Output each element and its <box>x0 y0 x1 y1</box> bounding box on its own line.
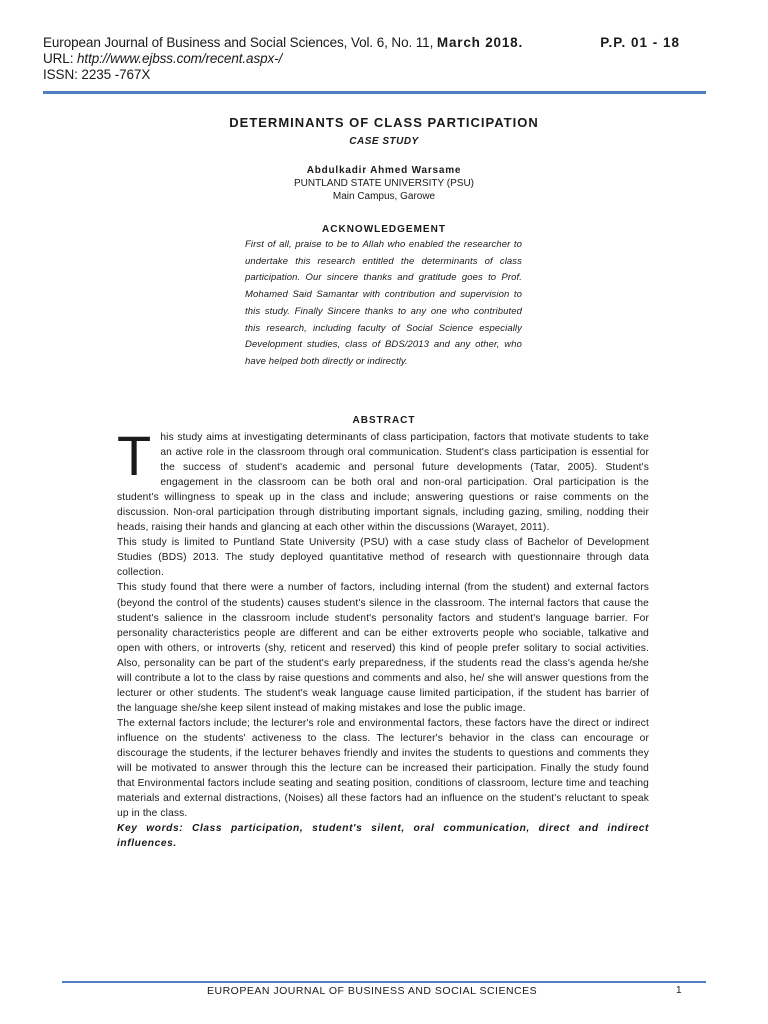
abstract-p3: This study found that there were a number of factors, including internal (from the student) and external factors (beyond the control of the students) causes student's silence in the classroom. The internal factors that cause the student's salience in the classroom include student's personality factors and student's language barrier. For personality characteristics people are different and can be either extroverts people who sociable, talkative and open with others, or introverts (shy, reticent and reserved) this kind of people prefer solitary to social activities. Also, personality can be part of the student's early preparedness, if the students read the class's agenda he/she will contribute a lot to the class by raise questions and comments and also, he/ she will answer questions from the lecturer or other students. The student's weak language cause limited participation, if the student has barrier of the language she/she keep silent instead of making mistakes and lose the public image. <box>117 582 649 714</box>
keywords: Key words: Class participation, student's silent, oral communication, direct and indirect influences. <box>117 823 649 850</box>
drop-cap: T <box>117 424 152 487</box>
journal-issn: ISSN: 2235 -767X <box>43 67 151 82</box>
footer-journal: EUROPEAN JOURNAL OF BUSINESS AND SOCIAL SCIENCES <box>207 985 538 997</box>
acknowledgement-text: First of all, praise to be to Allah who enabled the researcher to undertake this research entitled the determinants of class participation. Our sincere thanks and gratitude goes to Prof. Mohamed Said Samantar with contribution and supervision to this study. Finally Sincere thanks to any one who contributed this research, including faculty of Social Science especially Development studies, class of BDS/2013 and any other, who have helped both directly or indirectly. <box>245 239 522 367</box>
acknowledgement-heading: ACKNOWLEDGEMENT <box>322 224 446 235</box>
issue-date: March 2018. <box>436 35 524 50</box>
author-campus: Main Campus, Garowe <box>332 191 436 202</box>
journal-name: European Journal of Business and Social Sciences, Vol. 6, No. 11, <box>43 35 434 50</box>
paper-title: DETERMINANTS OF CLASS PARTICIPATION <box>229 115 539 130</box>
paper-subtitle: CASE STUDY <box>349 136 419 147</box>
url-label: URL: <box>43 51 74 66</box>
abstract-p1: his study aims at investigating determinants of class participation, factors that motivate students to take an active role in the classroom through oral communication. Student's class participation is essential for the success of student's academic and personal future developments (Tatar, 2005). Student's engagement in the classroom can be both oral and non-oral participation. Oral participation is the student's willingness to speak up in the class and include; answering questions or raise comments on the discussion. Non-oral participation through distributing important signals, including gazing, smiling, nodding their heads, raising their hands and glancing at each other within the discussions (Warayet, 2011). <box>117 432 649 534</box>
abstract-heading: ABSTRACT <box>352 415 416 426</box>
abstract-p2: This study is limited to Puntland State University (PSU) with a case study class of Bachelor of Development Studies (BDS) 2013. The study deployed quantitative method of research with questionnaire through data collection. <box>117 537 649 579</box>
author-name: Abdulkadir Ahmed Warsame <box>306 165 462 176</box>
footer-divider <box>62 981 706 983</box>
abstract-p4: The external factors include; the lecturer's role and environmental factors, these factors have the direct or indirect influence on the students' activeness to the class. The lecturer's behavior in the class can encourage or discourage the students, if the lecturer behaves friendly and invites the students to questions and comments they will be motivated to answer through this the lecture can be increased their participation. Finally the study found that Environmental factors include seating and seating position, conditions of classroom, lecture time and teaching materials and external distractions, (Noises) all these factors had an influence on the student's reluctant to speak up in the class. <box>117 717 649 820</box>
page-number: 1 <box>676 985 682 996</box>
journal-url <box>43 51 708 67</box>
abstract-body <box>117 424 649 851</box>
header-divider <box>43 91 706 94</box>
journal-header <box>43 35 708 83</box>
author-university: PUNTLAND STATE UNIVERSITY (PSU) <box>293 178 475 189</box>
abstract-paragraph <box>117 424 649 535</box>
page-range: P.P. 01 - 18 <box>600 35 680 50</box>
url-link[interactable]: http://www.ejbss.com/recent.aspx-/ <box>77 51 283 66</box>
author-block <box>0 164 768 203</box>
